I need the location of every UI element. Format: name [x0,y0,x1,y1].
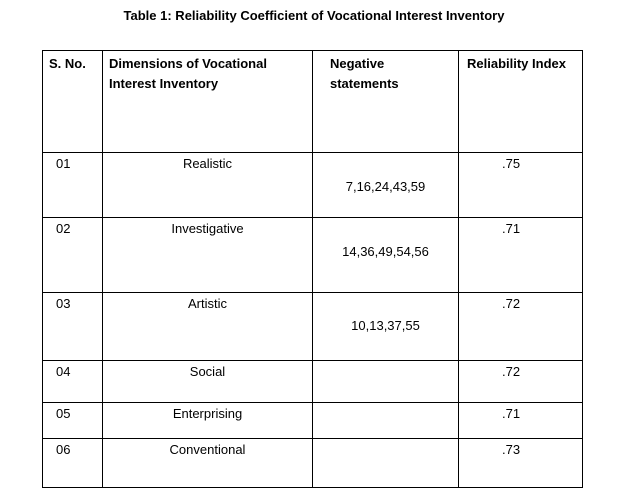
table-row [43,153,583,218]
cell-sno: 01 [43,153,103,218]
cell-sno: 02 [43,218,103,293]
table-row [43,361,583,403]
cell-dimension: Artistic [103,293,313,361]
table-row [43,403,583,439]
cell-sno: 03 [43,293,103,361]
cell-negative [313,403,459,439]
cell-sno: 04 [43,361,103,403]
cell-dimension: Social [103,361,313,403]
cell-dimension: Realistic [103,153,313,218]
cell-dimension: Enterprising [103,403,313,439]
cell-sno: 05 [43,403,103,439]
header-dimension-line2: Interest Inventory [109,76,219,91]
cell-negative: 7,16,24,43,59 [313,153,459,218]
header-dimension-line1: Dimensions of Vocational [109,56,267,71]
cell-dimension: Conventional [103,439,313,488]
cell-reliability: .75 [459,153,583,218]
table-caption: Table 1: Reliability Coefficient of Vocational Interest Inventory [123,8,505,23]
header-negative-line1: Negative [330,56,385,71]
reliability-table [42,50,583,488]
cell-negative [313,361,459,403]
table-row [43,218,583,293]
header-dimension [103,51,313,153]
header-reliability-label: Reliability Index [467,56,566,71]
header-sno-label: S. No. [49,56,86,71]
header-negative [313,51,459,153]
table-row [43,439,583,488]
cell-reliability: .72 [459,361,583,403]
cell-sno: 06 [43,439,103,488]
cell-reliability: .73 [459,439,583,488]
table-header-row [43,51,583,153]
cell-dimension: Investigative [103,218,313,293]
header-negative-line2: statements [330,76,399,91]
cell-negative [313,439,459,488]
cell-reliability: .72 [459,293,583,361]
table-row [43,293,583,361]
cell-reliability: .71 [459,403,583,439]
cell-reliability: .71 [459,218,583,293]
header-reliability [459,51,583,153]
header-sno [43,51,103,153]
cell-negative: 10,13,37,55 [313,293,459,361]
cell-negative: 14,36,49,54,56 [313,218,459,293]
